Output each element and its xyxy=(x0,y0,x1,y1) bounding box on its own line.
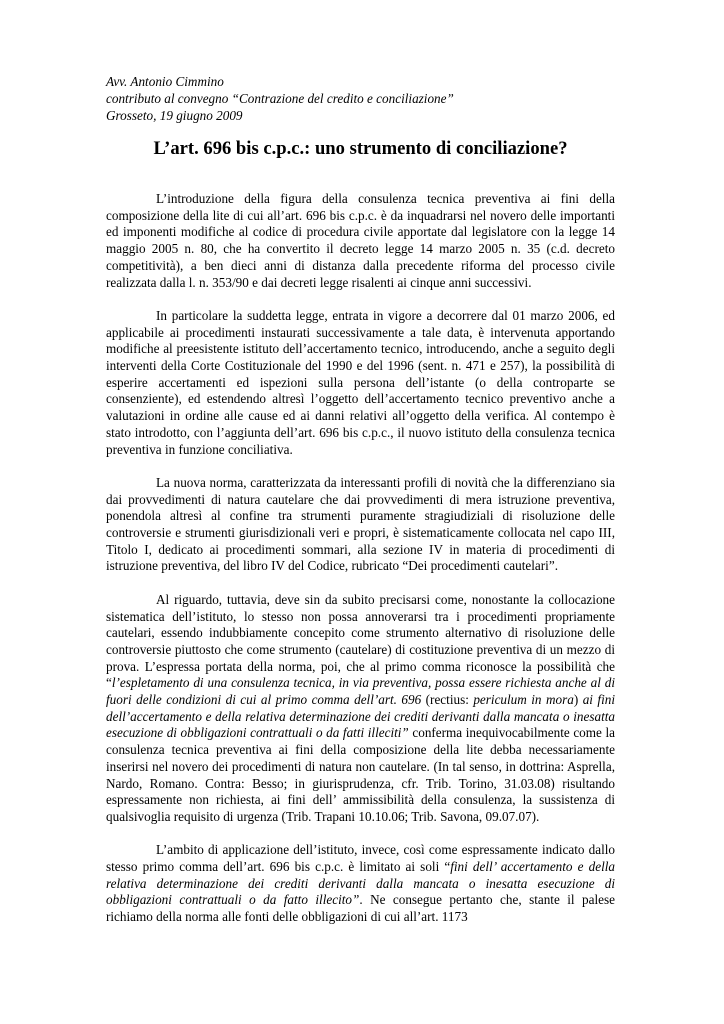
paragraph-4-text-c: (rectius: xyxy=(421,692,474,708)
document-title: L’art. 696 bis c.p.c.: uno strumento di conciliazione? xyxy=(153,138,568,159)
paragraph-1: L’introduzione della figura della consulenza tecnica preventiva ai fini della composizione della lite di cui all’art. 696 bis c.p.c. è da inquadrarsi nel novero delle importanti ed imponenti modifiche al codice di procedura civile apportate dal legislatore con la legge 14 maggio 2005 n. 80, che ha convertito il decreto legge 14 marzo 2005 n. 35 (c.d. decreto competitività), a ben dieci anni di distanza dalla precedente riforma del processo civile realizzata dalla l. n. 353/90 e dai decreti legge risalenti ai cinque anni successivi. xyxy=(106,191,615,290)
author-line: Avv. Antonio Cimmino xyxy=(106,74,224,89)
paragraph-5-text-c: . Ne consegue pertanto che, stante il palese richiamo della norma alle fonti delle obbligazioni di cui all’art. 1173 xyxy=(106,892,615,925)
place-date-line: Grosseto, 19 giugno 2009 xyxy=(106,108,243,123)
paragraph-2: In particolare la suddetta legge, entrata in vigore a decorrere dal 01 marzo 2006, ed applicabile ai procedimenti instaurati successivamente a tale data, è intervenuta apportando modifiche al preesistente istituto dell’accertamento tecnico, introducendo, anche a seguito degli interventi della Corte Costituzionale del 1990 e del 1996 (sent. n. 471 e 257), la possibilità di esperire accertamenti ed ispezioni sulla persona dell’istante (o della controparte se consenziente), ed estendendo altresì l’oggetto dell’accertamento tecnico preventivo anche a valutazioni in ordine alle cause ed ai danni relativi all’oggetto della verifica. Al contempo è stato introdotto, con l’aggiunta dell’art. 696 bis c.p.c., il nuovo istituto della consulenza tecnica preventiva in funzione conciliativa. xyxy=(106,307,615,457)
paragraph-4-text-e: ) xyxy=(573,692,583,708)
paragraph-5-text-a: L’ambito di applicazione dell’istituto, invece, così come espressamente indicato dallo stesso primo comma dell’art. 696 bis c.p.c. è limitato ai soli “ xyxy=(106,842,615,875)
paragraph-4 xyxy=(106,592,615,826)
paragraph-4-quote-2: ai fini dell’accertamento e della relativa determinazione dei crediti derivanti dalla mancata o inesatta esecuzione di obbligazioni contrattuali o da fatti illeciti” xyxy=(106,692,615,741)
paragraph-5 xyxy=(106,842,615,926)
paragraph-4-text-a: Al riguardo, tuttavia, deve sin da subito precisarsi come, nonostante la collocazione sistematica dell’istituto, lo stesso non possa annoverarsi tra i procedimenti propriamente cautelari, essendo indubbiamente concepito come strumento alternativo di risoluzione delle controversie piuttosto che come strumento (cautelare) di costituzione preventiva di un mezzo di prova. L’espressa portata della norma, poi, che al primo comma riconosce la possibilità che “ xyxy=(106,591,615,691)
paragraph-4-quote: l’espletamento di una consulenza tecnica, in via preventiva, possa essere richiesta anche al di fuori delle condizioni di cui al primo comma dell’art. 696 xyxy=(106,675,615,708)
document-header xyxy=(106,73,626,124)
paragraph-4-latin-term: periculum in mora xyxy=(473,692,574,708)
paragraph-4-text-g: conferma inequivocabilmente come la consulenza tecnica preventiva ai fini della composizione della lite debba necessariamente inserirsi nel novero dei procedimenti di natura non cautelare. (In tal senso, in dottrina: Asprella, Nardo, Romano. Contra: Besso; in giurisprudenza, cfr. Trib. Torino, 31.03.08) risultando espressamente non richiesta, ai fini dell’ ammissibilità della consulenza, la sussistenza di qualsivoglia requisito di urgenza (Trib. Trapani 10.10.06; Trib. Savona, 09.07.07). xyxy=(106,725,615,824)
event-line: contributo al convegno “Contrazione del credito e conciliazione” xyxy=(106,91,454,106)
document-body xyxy=(106,191,615,943)
paragraph-5-quote: fini dell’ accertamento e della relativa determinazione dei crediti derivanti dalla mancata o inesatta esecuzione di obbligazioni contrattuali o da fatto illecito” xyxy=(106,859,615,908)
paragraph-3: La nuova norma, caratterizzata da interessanti profili di novità che la differenziano sia dai provvedimenti di natura cautelare che dai provvedimenti di mera istruzione preventiva, ponendola altresì al confine tra strumenti puramente stragiudiziali di risoluzione delle controversie e strumenti giurisdizionali veri e propri, è sistematicamente collocata nel capo III, Titolo I, dedicato ai procedimenti sommari, alla sezione IV in materia di procedimenti di istruzione preventiva, del libro IV del Codice, rubricato “Dei procedimenti cautelari”. xyxy=(106,474,615,574)
